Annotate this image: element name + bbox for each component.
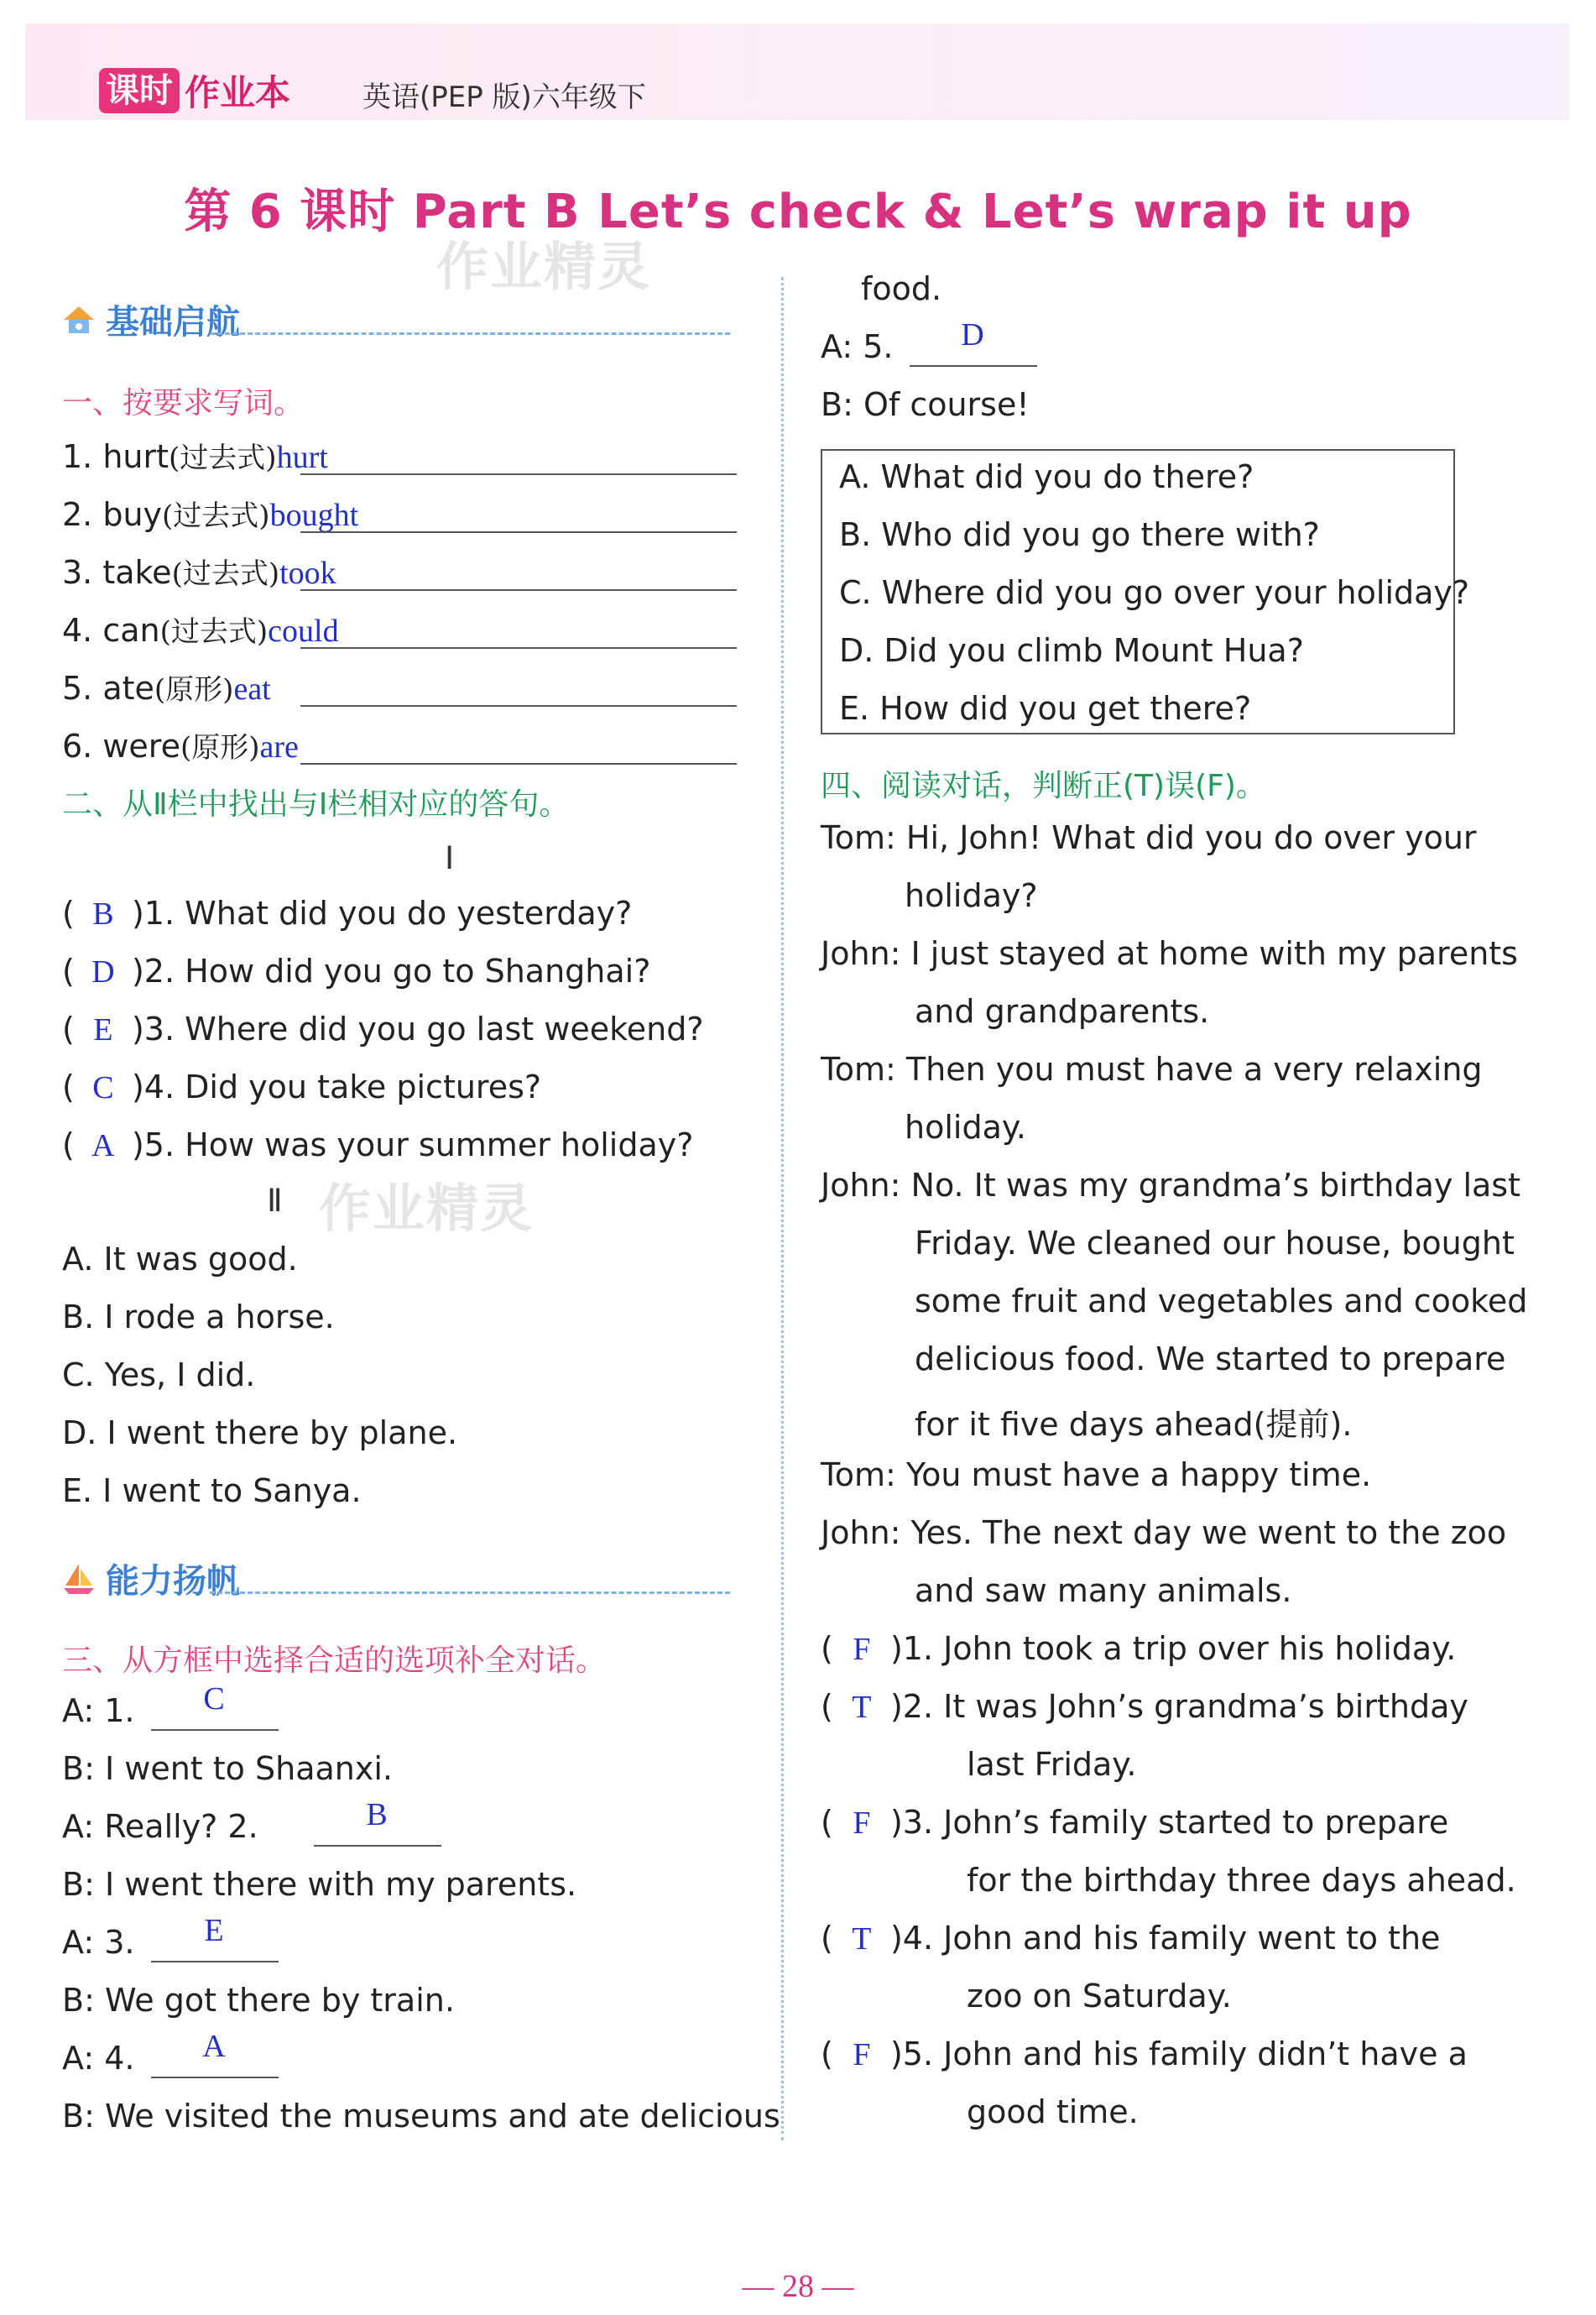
dialogue-line [62, 1692, 134, 1729]
dialogue-line [62, 2098, 780, 2135]
tf-answer: T [852, 1921, 872, 1957]
dialogue-line [62, 1982, 455, 2019]
match-answer: D [91, 954, 115, 990]
item-word: hurt [102, 438, 170, 475]
passage-text: for it five days ahead(提前). [915, 1406, 1353, 1443]
passage-line [821, 1051, 1483, 1088]
blank-line [151, 2077, 279, 2078]
question-text: How did you go to Shanghai? [185, 953, 651, 990]
passage-text: I just stayed at home with my parents [910, 935, 1518, 972]
answer-line [300, 763, 737, 765]
passage-line [821, 935, 1518, 972]
passage-line [821, 1167, 1520, 1204]
column-divider [781, 277, 784, 2140]
section-ability-title: 能力扬帆 [106, 1562, 240, 1601]
passage-text: Friday. We cleaned our house, bought [915, 1225, 1515, 1262]
word-item [62, 551, 336, 592]
section-ability [60, 1555, 240, 1602]
match-option [62, 1414, 457, 1451]
passage-text: and saw many animals. [915, 1572, 1292, 1609]
match-question [62, 1011, 704, 1048]
question-number: )4. [121, 1069, 185, 1105]
passage-line [821, 1514, 1506, 1551]
paren-open: ( [821, 1630, 843, 1667]
paren-open: ( [62, 1011, 85, 1048]
word-item [62, 724, 299, 766]
passage-text: Hi, John! What did you do over your [905, 819, 1477, 856]
box-option [839, 458, 1254, 495]
dialogue-text: 3. [104, 1924, 135, 1961]
option-letter: D. [839, 632, 884, 669]
match-option [62, 1241, 298, 1278]
item-answer: are [259, 729, 299, 765]
page-number: — 28 — [742, 2269, 854, 2304]
box-option [839, 516, 1320, 553]
match-option [62, 1356, 255, 1393]
answer-line [300, 705, 737, 707]
item-hint: (过去式) [171, 557, 280, 591]
passage-text: and grandparents. [915, 993, 1210, 1030]
logo-text: 作业本 [185, 72, 291, 113]
dialogue-text: 4. [104, 2040, 135, 2077]
paren-open: ( [821, 1804, 843, 1841]
section-line [210, 332, 730, 335]
passage-text: Yes. The next day we went to the zoo [910, 1514, 1507, 1551]
passage-text: holiday? [905, 877, 1038, 914]
match-answer: B [92, 896, 114, 932]
item-hint: (原形) [154, 673, 234, 707]
speaker: Tom: [821, 819, 906, 856]
blank-answer: C [203, 1681, 225, 1717]
item-number: 2. [62, 496, 103, 533]
part4-heading: 四、阅读对话，判断正(T)误(F)。 [821, 769, 1266, 803]
answer-line [300, 531, 737, 533]
dialogue-text: food. [861, 270, 942, 307]
sailboat-icon [60, 1560, 97, 1597]
paren-open: ( [821, 1688, 843, 1725]
tf-statement [821, 1688, 1468, 1726]
item-hint: (原形) [180, 731, 260, 765]
question-number: )5. [121, 1126, 185, 1163]
passage-text: No. It was my grandma’s birthday last [910, 1167, 1520, 1204]
item-number: 3. [62, 554, 103, 591]
box-option [839, 690, 1251, 727]
box-option [839, 632, 1304, 669]
match-question [62, 953, 650, 990]
answer-line [300, 589, 737, 591]
match-option [62, 1299, 335, 1335]
option-text: It was good. [103, 1241, 298, 1278]
question-text: How was your summer holiday? [185, 1126, 694, 1163]
question-text: Did you take pictures? [185, 1069, 542, 1105]
statement-number: )1. [879, 1630, 944, 1667]
item-word: ate [102, 670, 154, 707]
paren-open: ( [62, 1126, 85, 1163]
part3-heading: 三、从方框中选择合适的选项补全对话。 [62, 1643, 607, 1678]
passage-line [821, 1456, 1371, 1493]
dialogue-line [861, 270, 941, 307]
passage-line [915, 1283, 1527, 1319]
passage-line [915, 993, 1209, 1030]
tf-answer: F [853, 2037, 871, 2072]
item-number: 4. [62, 612, 103, 649]
option-letter: E. [62, 1472, 103, 1509]
option-text: I went to Sanya. [102, 1472, 362, 1509]
word-item [62, 493, 358, 534]
match-answer: A [91, 1128, 115, 1163]
item-word: were [102, 728, 180, 765]
item-word: take [102, 554, 172, 591]
speaker: A: [62, 2040, 105, 2077]
option-text: Who did you go there with? [881, 516, 1320, 553]
tf-statement [821, 1630, 1456, 1668]
speaker: Tom: [821, 1051, 906, 1088]
speaker: A: [62, 1692, 105, 1729]
logo-box: 课时 [99, 68, 180, 113]
passage-text: holiday. [905, 1109, 1027, 1146]
answer-line [300, 647, 737, 649]
dialogue-text: We got there by train. [104, 1982, 455, 2019]
statement-number: )4. [879, 1920, 944, 1957]
speaker: A: [62, 1924, 105, 1961]
dialogue-line [62, 1924, 134, 1961]
blank-answer: A [202, 2029, 226, 2064]
match-answer: C [92, 1070, 114, 1105]
question-number: )1. [121, 895, 185, 932]
question-text: What did you do yesterday? [185, 895, 633, 932]
blank-line [314, 1845, 441, 1847]
passage-text: Then you must have a very relaxing [905, 1051, 1483, 1088]
house-icon [60, 301, 97, 338]
paren-open: ( [62, 953, 85, 990]
word-item [62, 435, 328, 476]
speaker: B: [821, 386, 863, 423]
option-text: Did you climb Mount Hua? [884, 632, 1304, 669]
match-question [62, 895, 632, 933]
option-letter: A. [62, 1241, 104, 1278]
tf-answer: F [853, 1805, 871, 1841]
passage-line [915, 1340, 1505, 1377]
dialogue-text: 1. [104, 1692, 135, 1729]
item-number: 1. [62, 438, 103, 475]
dialogue-text: I went there with my parents. [104, 1866, 577, 1903]
option-letter: D. [62, 1414, 107, 1451]
dialogue-line [62, 1808, 258, 1845]
question-number: )2. [121, 953, 185, 990]
column-one-label: Ⅰ [445, 841, 455, 876]
passage-line [915, 1572, 1291, 1609]
tf-statement [821, 1804, 1448, 1842]
statement-number: )5. [879, 2035, 944, 2072]
dialogue-line [62, 1750, 393, 1787]
speaker: A: [821, 328, 863, 365]
speaker: John: [821, 935, 911, 972]
option-text: I rode a horse. [104, 1299, 335, 1335]
paren-open: ( [62, 895, 85, 932]
question-number: )3. [121, 1011, 185, 1048]
option-text: How did you get there? [879, 690, 1252, 727]
speaker: B: [62, 1982, 105, 2019]
passage-line [915, 1398, 1352, 1445]
speaker: B: [62, 1866, 105, 1903]
statement-number: )2. [879, 1688, 944, 1725]
passage-line [915, 1225, 1515, 1262]
option-letter: E. [839, 690, 880, 727]
statement-text: It was John’s grandma’s birthday [943, 1688, 1468, 1725]
statement-continuation: good time. [967, 2093, 1139, 2130]
match-question [62, 1069, 541, 1106]
statement-continuation: zoo on Saturday. [967, 1978, 1232, 2015]
match-option [62, 1472, 362, 1509]
dialogue-line [62, 2040, 134, 2077]
statement-text: John took a trip over his holiday. [943, 1630, 1457, 1667]
answer-line [300, 473, 737, 475]
blank-line [910, 365, 1037, 367]
item-hint: (过去式) [162, 499, 270, 533]
dialogue-line [821, 328, 893, 365]
speaker: B: [62, 2098, 105, 2135]
item-answer: eat [233, 672, 271, 707]
tf-statement [821, 1920, 1440, 1957]
dialogue-line [821, 386, 1030, 423]
passage-line [905, 877, 1038, 914]
option-letter: A. [839, 458, 881, 495]
item-word: buy [102, 496, 163, 533]
item-answer: took [279, 556, 336, 591]
statement-continuation: for the birthday three days ahead. [967, 1862, 1516, 1899]
speaker: B: [62, 1750, 105, 1787]
dialogue-text: Really? 2. [104, 1808, 258, 1845]
word-item [62, 609, 339, 650]
item-hint: (过去式) [159, 615, 269, 649]
blank-line [151, 1961, 279, 1962]
speaker: John: [821, 1514, 911, 1551]
watermark: 作业精灵 [436, 236, 652, 297]
statement-text: John’s family started to prepare [943, 1804, 1449, 1841]
part2-heading: 二、从Ⅱ栏中找出与Ⅰ栏相对应的答句。 [62, 787, 570, 822]
passage-line [905, 1109, 1026, 1146]
blank-answer: B [366, 1797, 388, 1832]
speaker: Tom: [821, 1456, 906, 1493]
passage-line [821, 819, 1477, 856]
statement-text: John and his family went to the [943, 1920, 1441, 1957]
column-two-label: Ⅱ [267, 1184, 283, 1219]
item-hint: (过去式) [169, 442, 277, 475]
statement-continuation: last Friday. [967, 1746, 1137, 1783]
paren-open: ( [62, 1069, 85, 1105]
book-subtitle: 英语(PEP 版)六年级下 [362, 81, 646, 114]
option-letter: C. [839, 574, 882, 611]
section-line [210, 1591, 730, 1594]
blank-line [151, 1729, 279, 1731]
option-text: Where did you go over your holiday? [881, 574, 1470, 611]
speaker: John: [821, 1167, 911, 1204]
dialogue-text: I went to Shaanxi. [104, 1750, 393, 1787]
part1-heading: 一、按要求写词。 [62, 386, 305, 421]
speaker: A: [62, 1808, 105, 1845]
option-text: What did you do there? [880, 458, 1254, 495]
section-basic-title: 基础启航 [106, 303, 240, 342]
passage-text: delicious food. We started to prepare [915, 1340, 1506, 1377]
match-question [62, 1126, 693, 1164]
question-text: Where did you go last weekend? [185, 1011, 704, 1048]
blank-answer: E [204, 1913, 224, 1948]
match-answer: E [93, 1012, 113, 1048]
tf-statement [821, 2035, 1468, 2073]
passage-text: some fruit and vegetables and cooked [915, 1283, 1528, 1319]
dialogue-text: 5. [863, 328, 894, 365]
blank-answer: D [961, 317, 984, 353]
section-basic [60, 295, 240, 343]
passage-text: You must have a happy time. [905, 1456, 1372, 1493]
option-letter: B. [62, 1299, 105, 1335]
paren-open: ( [821, 1920, 843, 1957]
dialogue-line [62, 1866, 576, 1903]
dialogue-text: We visited the museums and ate delicious [104, 2098, 780, 2135]
item-number: 6. [62, 728, 103, 765]
watermark: 作业精灵 [319, 1178, 535, 1239]
item-answer: bought [269, 498, 359, 533]
logo [99, 65, 290, 116]
tf-answer: F [853, 1632, 871, 1667]
option-letter: B. [839, 516, 882, 553]
lesson-title: 第 6 课时 Part B Let’s check & Let’s wrap it up [184, 185, 1412, 239]
box-option [839, 574, 1469, 611]
option-letter: C. [62, 1356, 105, 1393]
option-text: I went there by plane. [107, 1414, 458, 1451]
item-answer: hurt [276, 440, 328, 475]
statement-number: )3. [879, 1804, 944, 1841]
paren-open: ( [821, 2035, 843, 2072]
item-word: can [102, 612, 160, 649]
item-answer: could [268, 614, 339, 649]
word-item [62, 666, 271, 708]
item-number: 5. [62, 670, 103, 707]
tf-answer: T [852, 1690, 872, 1725]
dialogue-text: Of course! [863, 386, 1030, 423]
statement-text: John and his family didn’t have a [943, 2035, 1468, 2072]
option-text: Yes, I did. [104, 1356, 256, 1393]
